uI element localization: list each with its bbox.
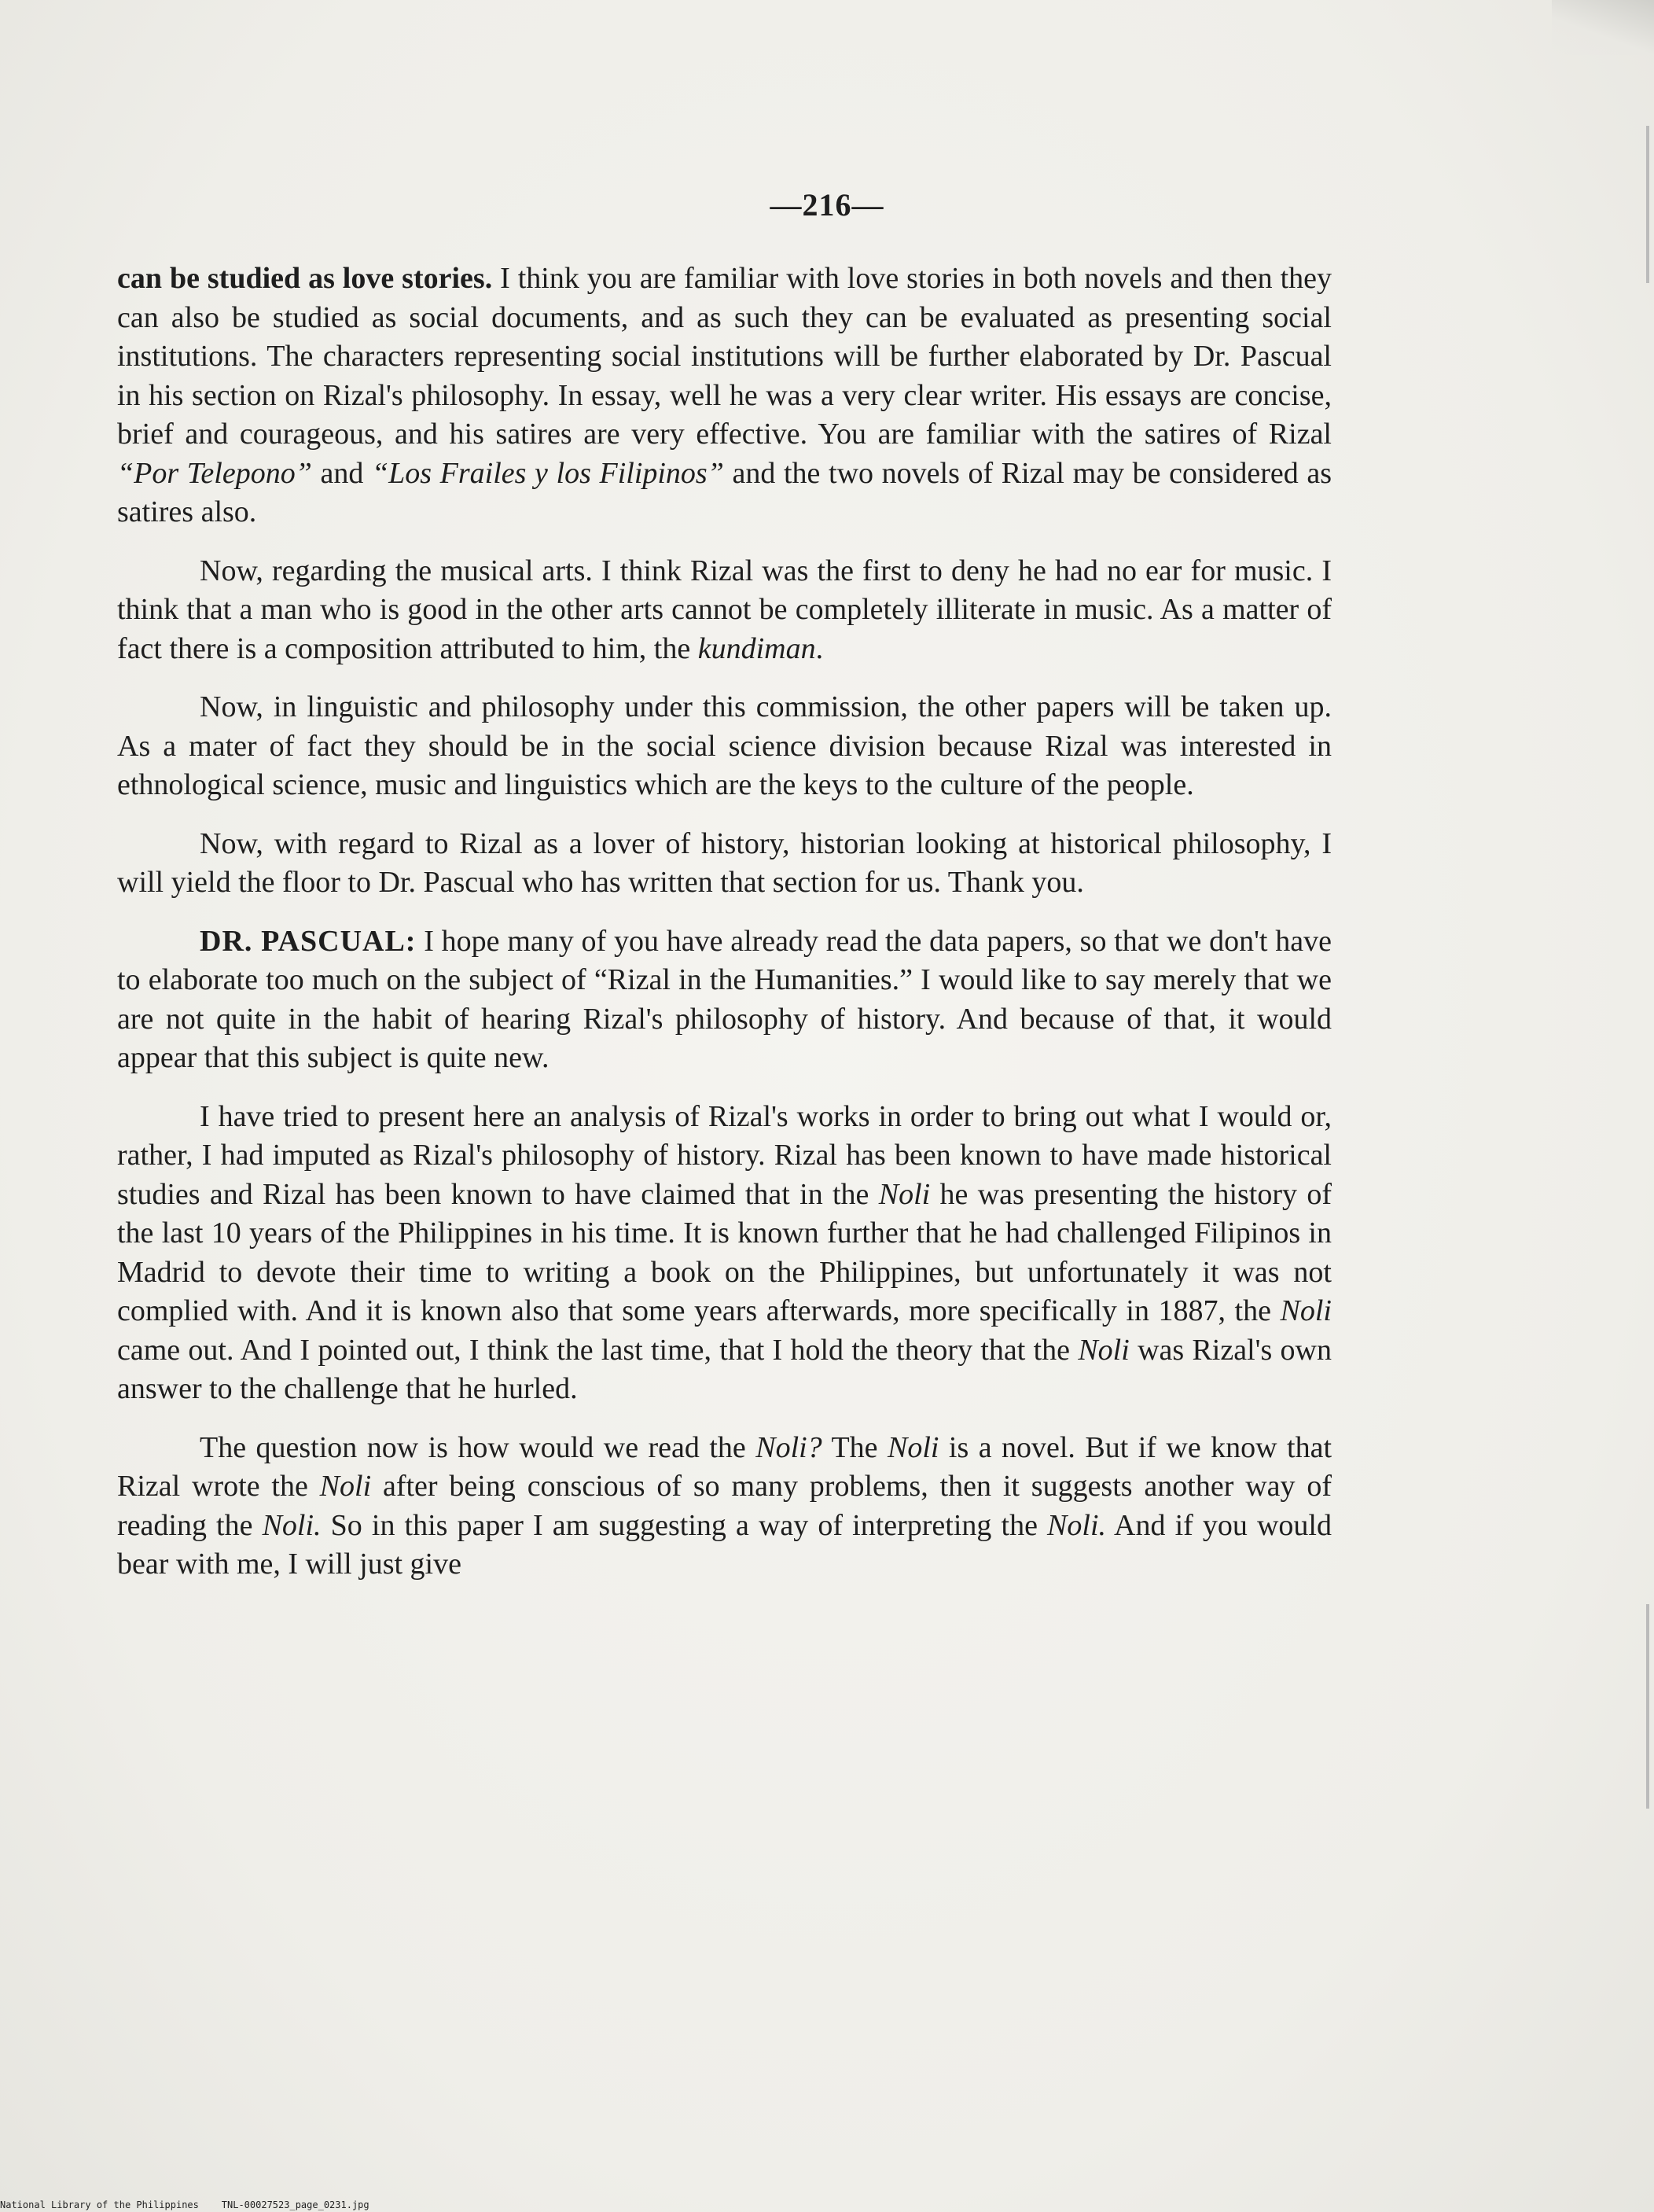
text-segment: The — [821, 1430, 888, 1464]
paragraph — [117, 1429, 1332, 1584]
footer-filename: TNL-00027523_page_0231.jpg — [221, 2199, 369, 2210]
binding-mark — [1646, 1604, 1649, 1809]
speaker-label: DR. PASCUAL: — [200, 924, 417, 958]
paragraph — [117, 922, 1332, 1078]
text-segment: I have tried to present here an analysis of Rizal's works in order to bring out what I would or, rather, I had imputed as Rizal's philosophy of history. Rizal has been known to have made historical studies and Rizal has been known to have claimed that in the — [117, 1099, 1332, 1211]
text-segment: “Por Telepono” — [117, 456, 312, 490]
text-segment: was Rizal's own answer to the challenge that he hurled. — [117, 1333, 1332, 1405]
text-segment: I hope many of you have already read the data papers, so that we don't have to elaborate too much on the subject of “Rizal in the Humanities.” I would like to say merely that we are not quite in the habit of hearing Rizal's philosophy of history. And because of that, it would appear that this subject is quite new. — [117, 924, 1332, 1074]
text-segment: after being conscious of so many problems, then it suggests another way of reading the — [117, 1470, 1332, 1542]
text-segment: So in this paper I am suggesting a way of interpreting the — [321, 1508, 1048, 1542]
text-segment: The question now is how would we read the — [200, 1430, 756, 1464]
text-segment: . — [815, 631, 824, 665]
page-corner-fold — [1552, 0, 1654, 55]
text-segment: Noli — [1280, 1294, 1332, 1327]
text-segment: Noli — [887, 1430, 939, 1464]
text-segment: can be studied as love stories. — [117, 262, 501, 295]
text-segment: Noli? — [755, 1430, 822, 1464]
paragraph — [117, 1098, 1332, 1409]
text-segment: Now, with regard to Rizal as a lover of history, historian looking at historical philosophy, I will yield the floor to Dr. Pascual who has written that section for us. Thank you. — [117, 826, 1332, 899]
scan-footer — [0, 2199, 708, 2210]
text-segment: Noli — [1078, 1333, 1130, 1367]
text-segment: I think you are familiar with love stories in both novels and then they can also be studied as social documents, and as such they can be evaluated as presenting social institutions. The characters representing social institutions will be further elaborated by Dr. Pascual in his section on Rizal's philosophy. In essay, well he was a very clear writer. His essays are concise, brief and courageous, and his satires are very effective. You are familiar with the satires of Rizal — [117, 262, 1332, 451]
paragraph — [117, 552, 1332, 669]
paragraph — [117, 688, 1332, 805]
text-segment: came out. And I pointed out, I think the last time, that I hold the theory that the — [117, 1333, 1079, 1367]
text-segment: and the two novels of Rizal may be considered as satires also. — [117, 456, 1332, 528]
footer-library: National Library of the Philippines — [0, 2199, 199, 2210]
body-text — [117, 259, 1332, 1604]
text-segment: is a novel. But if we know that Rizal wrote the — [117, 1430, 1332, 1503]
text-segment: kundiman — [697, 631, 816, 665]
text-segment: he was presenting the history of the last 10 years of the Philippines in his time. It is known further that he had challenged Filipinos in Madrid to devote their time to writing a book on the Philippines, but unfortunately it was not complied with. And it is known also that some years afterwards, more specifically in 1887, the — [117, 1177, 1332, 1327]
text-segment: and — [311, 456, 372, 490]
text-segment: Noli — [878, 1177, 931, 1211]
text-segment: And if you would bear with me, I will just give — [117, 1508, 1332, 1581]
page-number: —216— — [770, 187, 884, 223]
text-segment: Noli — [319, 1470, 372, 1503]
text-segment: Now, in linguistic and philosophy under this commission, the other papers will be taken up. As a mater of fact they should be in the social science division because Rizal was interested in ethnological science, music and linguistics which are the keys to the culture of the people. — [117, 690, 1332, 801]
text-segment: “Los Frailes y los Filipinos” — [371, 456, 724, 490]
paragraph — [117, 259, 1332, 532]
paragraph — [117, 825, 1332, 903]
text-segment: Now, regarding the musical arts. I think Rizal was the first to deny he had no ear for music. I think that a man who is good in the other arts cannot be completely illiterate in music. As a matter of fact there is a composition attributed to him, the — [117, 554, 1332, 665]
text-segment: Noli. — [262, 1508, 322, 1542]
text-segment: Noli. — [1047, 1508, 1107, 1542]
